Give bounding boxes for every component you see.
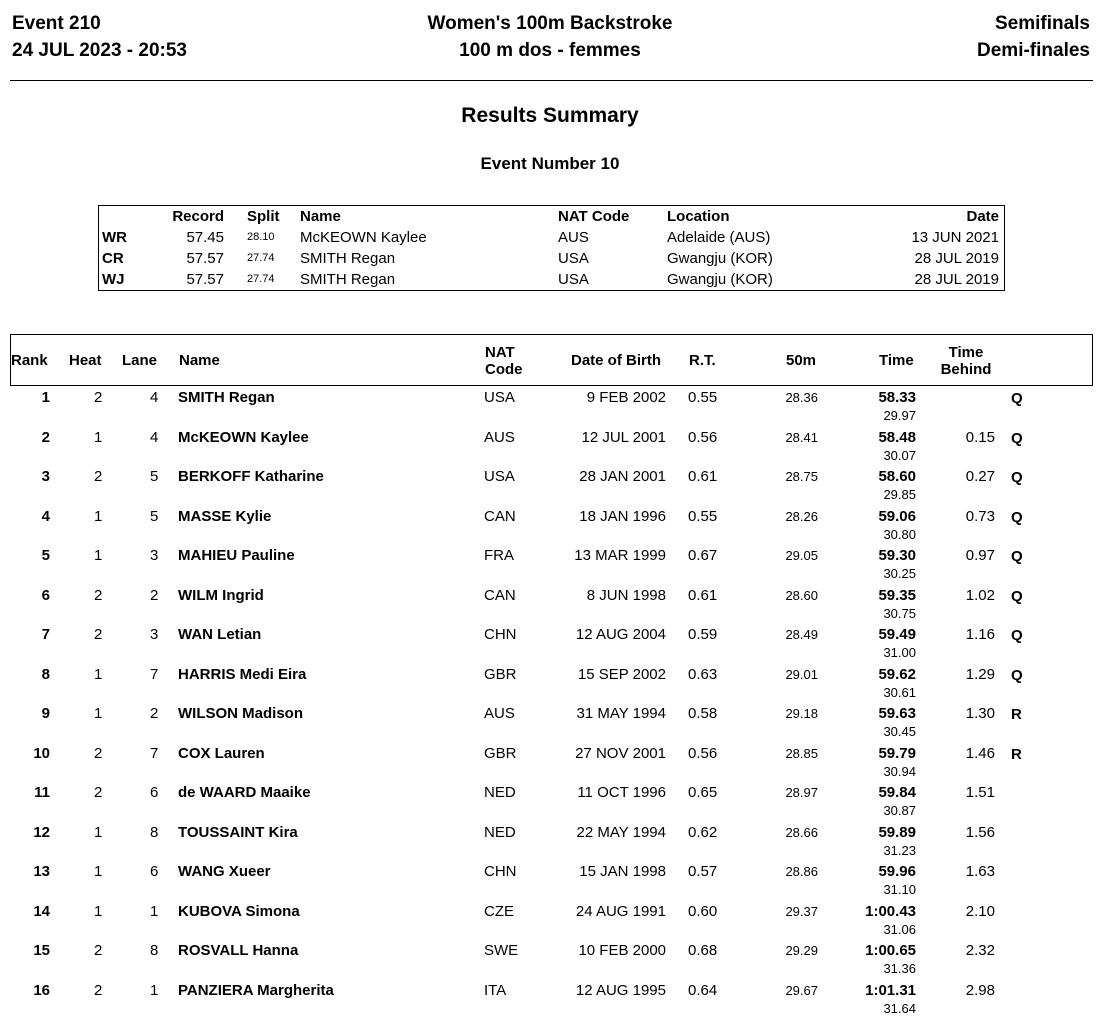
cell-heat: 1 — [94, 428, 103, 446]
cell-rt: 0.59 — [688, 626, 718, 643]
cell-time: 59.49 — [878, 626, 916, 643]
cell-dob: 10 FEB 2000 — [578, 942, 666, 959]
cell-lane: 2 — [150, 586, 159, 604]
header-lane: Lane — [122, 352, 158, 369]
cell-rt: 0.65 — [688, 784, 718, 801]
cell-time: 1:01.31 — [865, 981, 916, 999]
cell-rt: 0.55 — [688, 389, 718, 406]
cell-dob: 22 MAY 1994 — [576, 823, 666, 841]
records-header-name: Name — [300, 208, 341, 225]
cell-split: 31.64 — [883, 1000, 916, 1016]
cell-time-behind: 1.16 — [965, 626, 995, 643]
cell-time-behind: 0.27 — [965, 468, 995, 485]
record-location: Gwangju (KOR) — [667, 250, 773, 267]
cell-time: 58.48 — [878, 428, 916, 446]
cell-nat: GBR — [484, 744, 517, 762]
cell-time: 59.96 — [878, 863, 916, 880]
cell-time: 59.06 — [878, 507, 916, 525]
cell-time-behind: 1.51 — [965, 784, 995, 801]
cell-time-behind: 1.63 — [965, 863, 995, 880]
cell-lane: 5 — [150, 507, 159, 525]
page-title: Results Summary — [461, 104, 639, 127]
cell-name: SMITH Regan — [178, 389, 275, 406]
cell-rank: 12 — [33, 823, 50, 841]
cell-heat: 2 — [94, 389, 103, 406]
record-nat: AUS — [558, 229, 589, 246]
records-table — [98, 205, 1005, 291]
header-center — [0, 10, 1100, 64]
cell-split: 30.75 — [883, 605, 916, 621]
cell-split: 31.23 — [883, 842, 916, 858]
header-time: Time — [879, 352, 914, 369]
cell-split: 31.00 — [883, 645, 916, 660]
cell-rt: 0.62 — [688, 823, 718, 841]
cell-rank: 11 — [34, 784, 50, 801]
record-date: 28 JUL 2019 — [914, 250, 999, 267]
cell-dob: 12 JUL 2001 — [581, 428, 666, 446]
cell-time: 59.62 — [878, 665, 916, 683]
cell-50m: 29.01 — [785, 666, 818, 682]
record-nat: USA — [558, 250, 589, 267]
cell-split: 31.36 — [883, 961, 916, 976]
cell-name: MAHIEU Pauline — [178, 547, 295, 564]
header-time-behind — [931, 344, 1001, 378]
cell-time: 59.79 — [878, 744, 916, 762]
cell-time: 1:00.43 — [865, 902, 916, 920]
cell-time-behind: 1.29 — [965, 665, 995, 683]
record-row — [99, 227, 1004, 248]
cell-time-behind: 1.56 — [965, 823, 995, 841]
cell-heat: 2 — [94, 981, 103, 999]
table-row — [0, 823, 1100, 863]
cell-rank: 13 — [33, 863, 50, 880]
record-time: 57.57 — [186, 271, 224, 288]
cell-dob: 12 AUG 2004 — [575, 626, 666, 643]
cell-name: TOUSSAINT Kira — [178, 823, 298, 841]
cell-time-behind: 2.10 — [965, 902, 995, 920]
event-title-fr: 100 m dos - femmes — [459, 40, 641, 61]
cell-nat: GBR — [484, 665, 517, 683]
cell-name: de WAARD Maaike — [178, 784, 311, 801]
cell-rt: 0.55 — [688, 507, 718, 525]
cell-50m: 28.85 — [785, 745, 818, 761]
cell-time: 58.60 — [878, 468, 916, 485]
cell-time: 59.89 — [878, 823, 916, 841]
header-name: Name — [179, 352, 220, 369]
table-row — [0, 862, 1100, 902]
header-dob: Date of Birth — [571, 352, 661, 369]
cell-rt: 0.64 — [688, 981, 718, 999]
cell-heat: 1 — [94, 547, 103, 564]
cell-nat: SWE — [484, 942, 519, 959]
header-right — [977, 10, 1090, 64]
cell-nat: NED — [484, 823, 516, 841]
header-heat: Heat — [69, 352, 102, 369]
cell-heat: 1 — [94, 665, 103, 683]
table-row — [0, 744, 1100, 784]
cell-qualifier: Q — [1011, 508, 1023, 526]
cell-rank: 15 — [33, 942, 50, 959]
cell-name: WILM Ingrid — [178, 586, 264, 604]
cell-heat: 2 — [94, 586, 103, 604]
cell-heat: 1 — [94, 705, 103, 722]
cell-rank: 3 — [41, 468, 50, 485]
cell-nat: CZE — [484, 902, 514, 920]
cell-nat: FRA — [484, 547, 514, 564]
cell-nat: AUS — [484, 428, 515, 446]
cell-rt: 0.57 — [688, 863, 718, 880]
cell-dob: 28 JAN 2001 — [579, 468, 666, 485]
cell-name: HARRIS Medi Eira — [178, 665, 307, 683]
cell-split: 29.97 — [883, 408, 916, 423]
cell-qualifier: Q — [1011, 390, 1023, 407]
cell-dob: 15 JAN 1998 — [579, 863, 666, 880]
cell-name: KUBOVA Simona — [178, 902, 300, 920]
event-datetime: 24 JUL 2023 - 20:53 — [12, 40, 187, 61]
cell-split: 30.80 — [883, 526, 916, 542]
cell-nat: NED — [484, 784, 516, 801]
cell-rt: 0.56 — [688, 428, 718, 446]
cell-50m: 29.29 — [785, 943, 818, 958]
cell-dob: 12 AUG 1995 — [575, 981, 666, 999]
cell-50m: 28.97 — [785, 785, 818, 800]
cell-dob: 18 JAN 1996 — [579, 507, 666, 525]
cell-time: 58.33 — [878, 389, 916, 406]
table-row — [0, 665, 1100, 705]
record-row — [99, 269, 1004, 290]
cell-qualifier: R — [1011, 745, 1022, 763]
table-row — [0, 388, 1100, 428]
record-time: 57.45 — [186, 229, 224, 246]
cell-lane: 3 — [150, 547, 159, 564]
cell-lane: 2 — [150, 705, 159, 722]
cell-time-behind: 0.73 — [965, 507, 995, 525]
cell-50m: 28.41 — [785, 429, 818, 445]
cell-qualifier: R — [1011, 706, 1022, 723]
record-nat: USA — [558, 271, 589, 288]
cell-nat: CAN — [484, 586, 516, 604]
table-row — [0, 902, 1100, 942]
records-header-location: Location — [667, 208, 730, 225]
cell-rt: 0.61 — [688, 586, 718, 604]
cell-lane: 8 — [150, 823, 159, 841]
cell-50m: 28.36 — [785, 390, 818, 405]
records-header-row — [99, 206, 1004, 227]
cell-50m: 28.60 — [785, 587, 818, 603]
cell-dob: 27 NOV 2001 — [575, 744, 666, 762]
cell-heat: 1 — [94, 863, 103, 880]
record-name: McKEOWN Kaylee — [300, 229, 427, 246]
cell-name: WAN Letian — [178, 626, 262, 643]
cell-time: 59.35 — [878, 586, 916, 604]
table-row — [0, 625, 1100, 665]
cell-rank: 1 — [41, 389, 50, 406]
cell-50m: 29.18 — [785, 706, 818, 721]
header-50m: 50m — [786, 352, 817, 369]
cell-50m: 28.66 — [785, 824, 818, 840]
cell-lane: 1 — [150, 902, 159, 920]
table-row — [0, 981, 1100, 1021]
header-divider — [10, 80, 1093, 81]
cell-lane: 1 — [150, 981, 159, 999]
cell-time: 59.84 — [878, 784, 916, 801]
cell-time-behind: 1.30 — [965, 705, 995, 722]
cell-rank: 9 — [41, 705, 50, 722]
records-header-date: Date — [966, 208, 999, 225]
cell-50m: 28.26 — [785, 508, 818, 524]
table-row — [0, 704, 1100, 744]
table-row — [0, 546, 1100, 586]
cell-50m: 28.49 — [785, 627, 818, 642]
cell-rt: 0.63 — [688, 665, 718, 683]
record-split: 27.74 — [247, 273, 275, 285]
cell-split: 30.94 — [883, 763, 916, 779]
cell-rank: 4 — [41, 507, 50, 525]
cell-rt: 0.58 — [688, 705, 718, 722]
cell-dob: 8 JUN 1998 — [586, 586, 666, 604]
cell-50m: 29.37 — [785, 903, 818, 919]
cell-qualifier: Q — [1011, 587, 1023, 605]
cell-heat: 1 — [94, 823, 103, 841]
cell-split: 30.07 — [883, 447, 916, 463]
cell-dob: 13 MAR 1999 — [574, 547, 666, 564]
cell-rank: 10 — [33, 744, 50, 762]
event-label: Event 210 — [12, 13, 101, 34]
cell-lane: 3 — [150, 626, 159, 643]
round-en: Semifinals — [994, 13, 1090, 34]
cell-lane: 8 — [150, 942, 159, 959]
cell-dob: 11 OCT 1996 — [577, 784, 666, 801]
round-fr: Demi-finales — [977, 40, 1090, 61]
record-split: 27.74 — [247, 252, 275, 264]
cell-rank: 8 — [41, 665, 50, 683]
cell-rt: 0.68 — [688, 942, 718, 959]
cell-heat: 2 — [94, 744, 103, 762]
cell-name: COX Lauren — [178, 744, 265, 762]
event-number: Event Number 10 — [480, 154, 620, 173]
record-code: CR — [102, 250, 124, 267]
cell-time-behind: 1.02 — [965, 586, 995, 604]
header-nat-code — [485, 344, 523, 378]
records-header-split: Split — [247, 208, 280, 225]
records-header-nat: NAT Code — [558, 208, 630, 225]
table-row — [0, 783, 1100, 823]
cell-rank: 16 — [33, 981, 50, 999]
records-header-record: Record — [172, 208, 224, 225]
record-date: 13 JUN 2021 — [911, 229, 999, 246]
cell-nat: CHN — [484, 863, 517, 880]
record-code: WJ — [102, 271, 125, 288]
record-row — [99, 248, 1004, 269]
cell-name: BERKOFF Katharine — [178, 468, 324, 485]
cell-dob: 24 AUG 1991 — [575, 902, 666, 920]
cell-qualifier: Q — [1011, 548, 1023, 565]
cell-split: 29.85 — [883, 487, 916, 502]
table-row — [0, 467, 1100, 507]
cell-qualifier: Q — [1011, 627, 1023, 644]
header-rt: R.T. — [689, 352, 716, 369]
cell-heat: 2 — [94, 626, 103, 643]
cell-nat: AUS — [484, 705, 515, 722]
cell-split: 31.10 — [883, 882, 916, 897]
cell-nat: USA — [484, 468, 515, 485]
cell-heat: 2 — [94, 942, 103, 959]
cell-name: ROSVALL Hanna — [178, 942, 299, 959]
cell-dob: 31 MAY 1994 — [576, 705, 666, 722]
cell-heat: 1 — [94, 902, 103, 920]
cell-split: 30.87 — [883, 803, 916, 818]
cell-rt: 0.61 — [688, 468, 718, 485]
cell-split: 30.45 — [883, 724, 916, 739]
cell-nat: CHN — [484, 626, 517, 643]
cell-time-behind: 0.97 — [965, 547, 995, 564]
cell-lane: 7 — [150, 744, 159, 762]
cell-time: 59.63 — [878, 705, 916, 722]
results-header-row — [10, 334, 1093, 386]
cell-50m: 28.75 — [785, 469, 818, 484]
table-row — [0, 941, 1100, 981]
cell-split: 30.61 — [883, 684, 916, 700]
cell-heat: 2 — [94, 784, 103, 801]
record-split: 28.10 — [247, 231, 275, 243]
cell-rank: 6 — [41, 586, 50, 604]
cell-dob: 9 FEB 2002 — [586, 389, 666, 406]
cell-name: MASSE Kylie — [178, 507, 272, 525]
record-location: Adelaide (AUS) — [667, 229, 771, 246]
cell-rt: 0.56 — [688, 744, 718, 762]
table-row — [0, 428, 1100, 468]
cell-time-behind: 2.98 — [965, 981, 995, 999]
event-title-en: Women's 100m Backstroke — [427, 13, 673, 34]
header-rank: Rank — [11, 352, 48, 369]
header-nat-line2: Code — [485, 361, 523, 378]
cell-50m: 29.05 — [785, 548, 818, 563]
cell-qualifier: Q — [1011, 469, 1023, 486]
table-row — [0, 507, 1100, 547]
cell-rank: 2 — [41, 428, 50, 446]
cell-time: 1:00.65 — [865, 942, 916, 959]
cell-name: WILSON Madison — [178, 705, 303, 722]
record-name: SMITH Regan — [300, 250, 396, 267]
cell-lane: 4 — [150, 428, 159, 446]
cell-lane: 6 — [150, 863, 159, 880]
cell-nat: CAN — [484, 507, 516, 525]
record-time: 57.57 — [186, 250, 224, 267]
cell-nat: USA — [484, 389, 515, 406]
cell-time-behind: 0.15 — [965, 428, 995, 446]
record-location: Gwangju (KOR) — [667, 271, 773, 288]
record-name: SMITH Regan — [300, 271, 396, 288]
record-date: 28 JUL 2019 — [914, 271, 999, 288]
cell-name: PANZIERA Margherita — [178, 981, 334, 999]
cell-time-behind: 1.46 — [965, 744, 995, 762]
cell-name: McKEOWN Kaylee — [178, 428, 309, 446]
cell-dob: 15 SEP 2002 — [577, 665, 666, 683]
cell-rank: 14 — [33, 902, 50, 920]
cell-50m: 28.86 — [785, 864, 818, 879]
cell-rank: 5 — [41, 547, 50, 564]
cell-time: 59.30 — [878, 547, 916, 564]
cell-heat: 1 — [94, 507, 103, 525]
header-behind-line2: Behind — [940, 361, 992, 378]
cell-time-behind: 2.32 — [965, 942, 995, 959]
cell-name: WANG Xueer — [178, 863, 271, 880]
header-nat-line1: NAT — [485, 344, 515, 361]
cell-lane: 5 — [150, 468, 159, 485]
cell-50m: 29.67 — [785, 982, 818, 998]
cell-qualifier: Q — [1011, 429, 1023, 447]
cell-nat: ITA — [484, 981, 507, 999]
cell-heat: 2 — [94, 468, 103, 485]
cell-split: 30.25 — [883, 566, 916, 581]
cell-lane: 6 — [150, 784, 159, 801]
record-code: WR — [102, 229, 127, 246]
cell-split: 31.06 — [883, 921, 916, 937]
cell-rt: 0.60 — [688, 902, 718, 920]
cell-rt: 0.67 — [688, 547, 718, 564]
cell-rank: 7 — [41, 626, 50, 643]
cell-lane: 4 — [150, 389, 159, 406]
cell-lane: 7 — [150, 665, 159, 683]
cell-qualifier: Q — [1011, 666, 1023, 684]
table-row — [0, 586, 1100, 626]
header-behind-line1: Time — [948, 344, 984, 361]
